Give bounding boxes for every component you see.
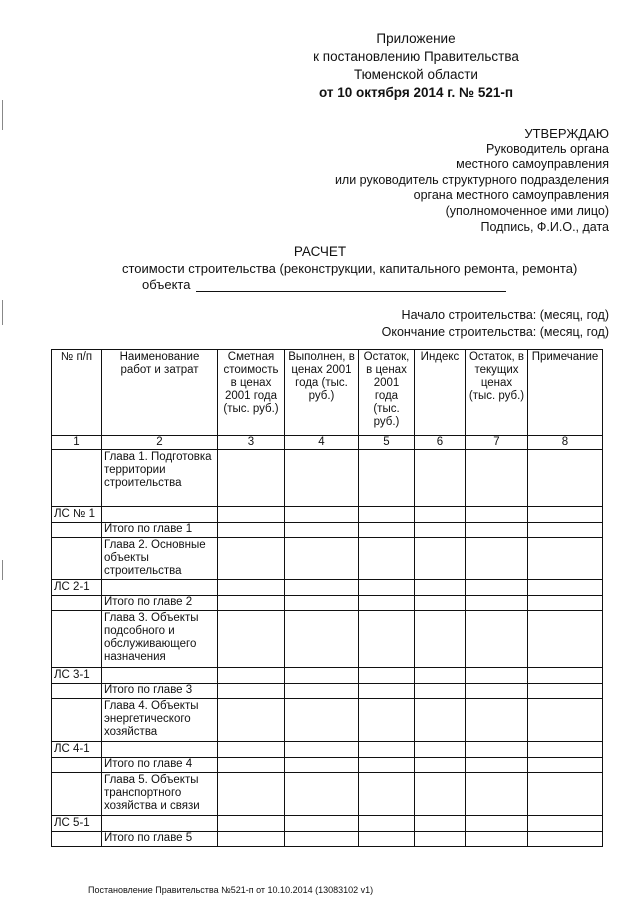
row-value-cell: [415, 699, 466, 742]
row-value-cell: [218, 523, 285, 538]
row-value-cell: [528, 580, 603, 596]
chapter-row: [52, 538, 603, 580]
row-value-cell: [285, 450, 359, 507]
row-number-cell: [52, 538, 102, 580]
row-value-cell: [528, 450, 603, 507]
approval-title: УТВЕРЖДАЮ: [524, 126, 609, 141]
footer-note: Постановление Правительства №521-п от 10.10.2014 (13083102 v1): [88, 885, 374, 895]
row-value-cell: [359, 450, 415, 507]
row-value-cell: [415, 742, 466, 758]
row-value-cell: [285, 668, 359, 684]
chapter-row: [52, 611, 603, 668]
header-row: [52, 350, 603, 436]
row-value-cell: [359, 523, 415, 538]
row-value-cell: [528, 699, 603, 742]
row-value-cell: [218, 832, 285, 847]
appendix-block: [251, 30, 581, 102]
row-value-cell: [466, 773, 528, 816]
total-row: [52, 684, 603, 699]
row-value-cell: [415, 538, 466, 580]
row-value-cell: [285, 773, 359, 816]
row-value-cell: [415, 684, 466, 699]
row-value-cell: [466, 596, 528, 611]
header-cell: Выполнен, в ценах 2001 года (тыс. руб.): [285, 350, 359, 436]
row-value-cell: [415, 507, 466, 523]
chapter-row: [52, 699, 603, 742]
row-value-cell: [359, 596, 415, 611]
row-number-cell: ЛС 2-1: [52, 580, 102, 596]
row-value-cell: [285, 758, 359, 773]
column-number: 7: [466, 436, 528, 450]
row-value-cell: [359, 699, 415, 742]
row-value-cell: [528, 832, 603, 847]
column-number: 4: [285, 436, 359, 450]
row-value-cell: [218, 450, 285, 507]
row-value-cell: [415, 773, 466, 816]
approval-line-3: или руководитель структурного подразделения: [334, 172, 609, 187]
row-value-cell: [528, 538, 603, 580]
object-blank-line: [196, 278, 506, 292]
row-value-cell: [218, 684, 285, 699]
row-name-cell: Глава 5. Объекты транспортного хозяйства и связи: [102, 773, 218, 816]
row-value-cell: [285, 684, 359, 699]
total-row: [52, 758, 603, 773]
row-value-cell: [285, 596, 359, 611]
header-cell: Сметная стоимость в ценах 2001 года (тыс. руб.): [218, 350, 285, 436]
row-value-cell: [466, 684, 528, 699]
construction-end: Окончание строительства: (месяц, год): [381, 325, 609, 339]
row-name-cell: [102, 507, 218, 523]
row-value-cell: [466, 538, 528, 580]
row-value-cell: [466, 699, 528, 742]
row-value-cell: [415, 580, 466, 596]
row-number-cell: ЛС 4-1: [52, 742, 102, 758]
row-name-cell: [102, 580, 218, 596]
row-value-cell: [285, 816, 359, 832]
row-value-cell: [415, 758, 466, 773]
total-row: [52, 596, 603, 611]
row-value-cell: [218, 758, 285, 773]
row-value-cell: [359, 758, 415, 773]
row-value-cell: [285, 832, 359, 847]
estimate-row: [52, 742, 603, 758]
row-value-cell: [285, 580, 359, 596]
row-value-cell: [528, 773, 603, 816]
header-cell: Наименование работ и затрат: [102, 350, 218, 436]
row-value-cell: [528, 611, 603, 668]
row-value-cell: [359, 816, 415, 832]
row-value-cell: [359, 580, 415, 596]
header-cell: № п/п: [52, 350, 102, 436]
row-value-cell: [359, 507, 415, 523]
row-value-cell: [285, 611, 359, 668]
calculation-table: [51, 349, 603, 847]
row-value-cell: [285, 523, 359, 538]
row-value-cell: [415, 832, 466, 847]
row-value-cell: [359, 832, 415, 847]
row-value-cell: [218, 668, 285, 684]
row-number-cell: ЛС № 1: [52, 507, 102, 523]
approval-line-2: местного самоуправления: [456, 157, 609, 172]
row-name-cell: [102, 816, 218, 832]
row-name-cell: Итого по главе 4: [102, 758, 218, 773]
row-value-cell: [218, 596, 285, 611]
column-number: 3: [218, 436, 285, 450]
row-number-cell: [52, 596, 102, 611]
row-value-cell: [466, 668, 528, 684]
row-value-cell: [466, 450, 528, 507]
row-value-cell: [285, 507, 359, 523]
row-number-cell: [52, 773, 102, 816]
row-value-cell: [466, 816, 528, 832]
row-number-cell: [52, 684, 102, 699]
construction-start: Начало строительства: (месяц, год): [401, 308, 609, 322]
estimate-row: [52, 816, 603, 832]
total-row: [52, 832, 603, 847]
header-cell: Индекс: [415, 350, 466, 436]
column-number: 8: [528, 436, 603, 450]
row-value-cell: [218, 816, 285, 832]
header-cell: Остаток, в текущих ценах (тыс. руб.): [466, 350, 528, 436]
column-number: 1: [52, 436, 102, 450]
approval-line-6: Подпись, Ф.И.О., дата: [480, 219, 609, 234]
approval-line-4: органа местного самоуправления: [413, 188, 609, 203]
header-cell: Примечание: [528, 350, 603, 436]
appendix-line-2: к постановлению Правительства: [313, 49, 519, 64]
row-value-cell: [528, 684, 603, 699]
row-number-cell: [52, 523, 102, 538]
row-value-cell: [528, 742, 603, 758]
row-number-cell: [52, 699, 102, 742]
row-name-cell: Глава 2. Основные объекты строительства: [102, 538, 218, 580]
row-name-cell: Глава 1. Подготовка территории строительства: [102, 450, 218, 507]
row-value-cell: [466, 611, 528, 668]
row-name-cell: Итого по главе 2: [102, 596, 218, 611]
appendix-line-1: Приложение: [376, 31, 456, 46]
row-number-cell: [52, 611, 102, 668]
total-row: [52, 523, 603, 538]
row-value-cell: [466, 507, 528, 523]
document-subtitle: стоимости строительства (реконструкции, капитального ремонта, ремонта): [122, 261, 578, 276]
row-value-cell: [528, 596, 603, 611]
row-value-cell: [528, 507, 603, 523]
row-value-cell: [218, 611, 285, 668]
chapter-row: [52, 773, 603, 816]
row-value-cell: [415, 668, 466, 684]
row-name-cell: Глава 4. Объекты энергетического хозяйства: [102, 699, 218, 742]
row-value-cell: [285, 538, 359, 580]
header-cell: Остаток, в ценах 2001 года (тыс. руб.): [359, 350, 415, 436]
row-value-cell: [466, 580, 528, 596]
row-value-cell: [285, 699, 359, 742]
row-value-cell: [415, 816, 466, 832]
row-value-cell: [466, 758, 528, 773]
column-number: 2: [102, 436, 218, 450]
row-value-cell: [218, 742, 285, 758]
row-value-cell: [359, 538, 415, 580]
column-number-row: [52, 436, 603, 450]
table-body: [52, 450, 603, 847]
document-title: РАСЧЕТ: [293, 244, 347, 259]
row-value-cell: [218, 699, 285, 742]
row-value-cell: [466, 742, 528, 758]
row-value-cell: [528, 816, 603, 832]
object-label: объекта: [142, 277, 191, 292]
row-number-cell: ЛС 5-1: [52, 816, 102, 832]
column-number: 5: [359, 436, 415, 450]
row-name-cell: Глава 3. Объекты подсобного и обслуживающего назначения: [102, 611, 218, 668]
scan-edge-mark: [2, 300, 3, 325]
row-name-cell: [102, 668, 218, 684]
row-value-cell: [359, 611, 415, 668]
row-number-cell: [52, 832, 102, 847]
row-value-cell: [359, 742, 415, 758]
row-value-cell: [528, 523, 603, 538]
row-value-cell: [528, 668, 603, 684]
appendix-line-3: Тюменской области: [354, 67, 478, 82]
row-number-cell: [52, 450, 102, 507]
dates-block: [382, 307, 609, 341]
row-value-cell: [359, 668, 415, 684]
row-value-cell: [415, 450, 466, 507]
scan-edge-mark: [2, 100, 3, 130]
row-value-cell: [218, 773, 285, 816]
row-value-cell: [359, 684, 415, 699]
row-value-cell: [466, 832, 528, 847]
approval-line-5: (уполномоченное ими лицо): [445, 203, 609, 218]
appendix-date-line: от 10 октября 2014 г. № 521-п: [318, 85, 514, 100]
estimate-row: [52, 668, 603, 684]
row-number-cell: ЛС 3-1: [52, 668, 102, 684]
scan-edge-mark: [2, 560, 3, 580]
approval-line-1: Руководитель органа: [486, 141, 609, 156]
estimate-row: [52, 507, 603, 523]
row-name-cell: Итого по главе 5: [102, 832, 218, 847]
object-field: [142, 277, 506, 292]
estimate-row: [52, 580, 603, 596]
row-value-cell: [415, 611, 466, 668]
row-name-cell: Итого по главе 1: [102, 523, 218, 538]
row-value-cell: [218, 507, 285, 523]
chapter-row: [52, 450, 603, 507]
row-number-cell: [52, 758, 102, 773]
row-name-cell: [102, 742, 218, 758]
row-value-cell: [218, 538, 285, 580]
row-name-cell: Итого по главе 3: [102, 684, 218, 699]
row-value-cell: [528, 758, 603, 773]
row-value-cell: [285, 742, 359, 758]
row-value-cell: [218, 580, 285, 596]
approval-block: [189, 126, 609, 235]
row-value-cell: [466, 523, 528, 538]
row-value-cell: [359, 773, 415, 816]
column-number: 6: [415, 436, 466, 450]
row-value-cell: [415, 523, 466, 538]
row-value-cell: [415, 596, 466, 611]
